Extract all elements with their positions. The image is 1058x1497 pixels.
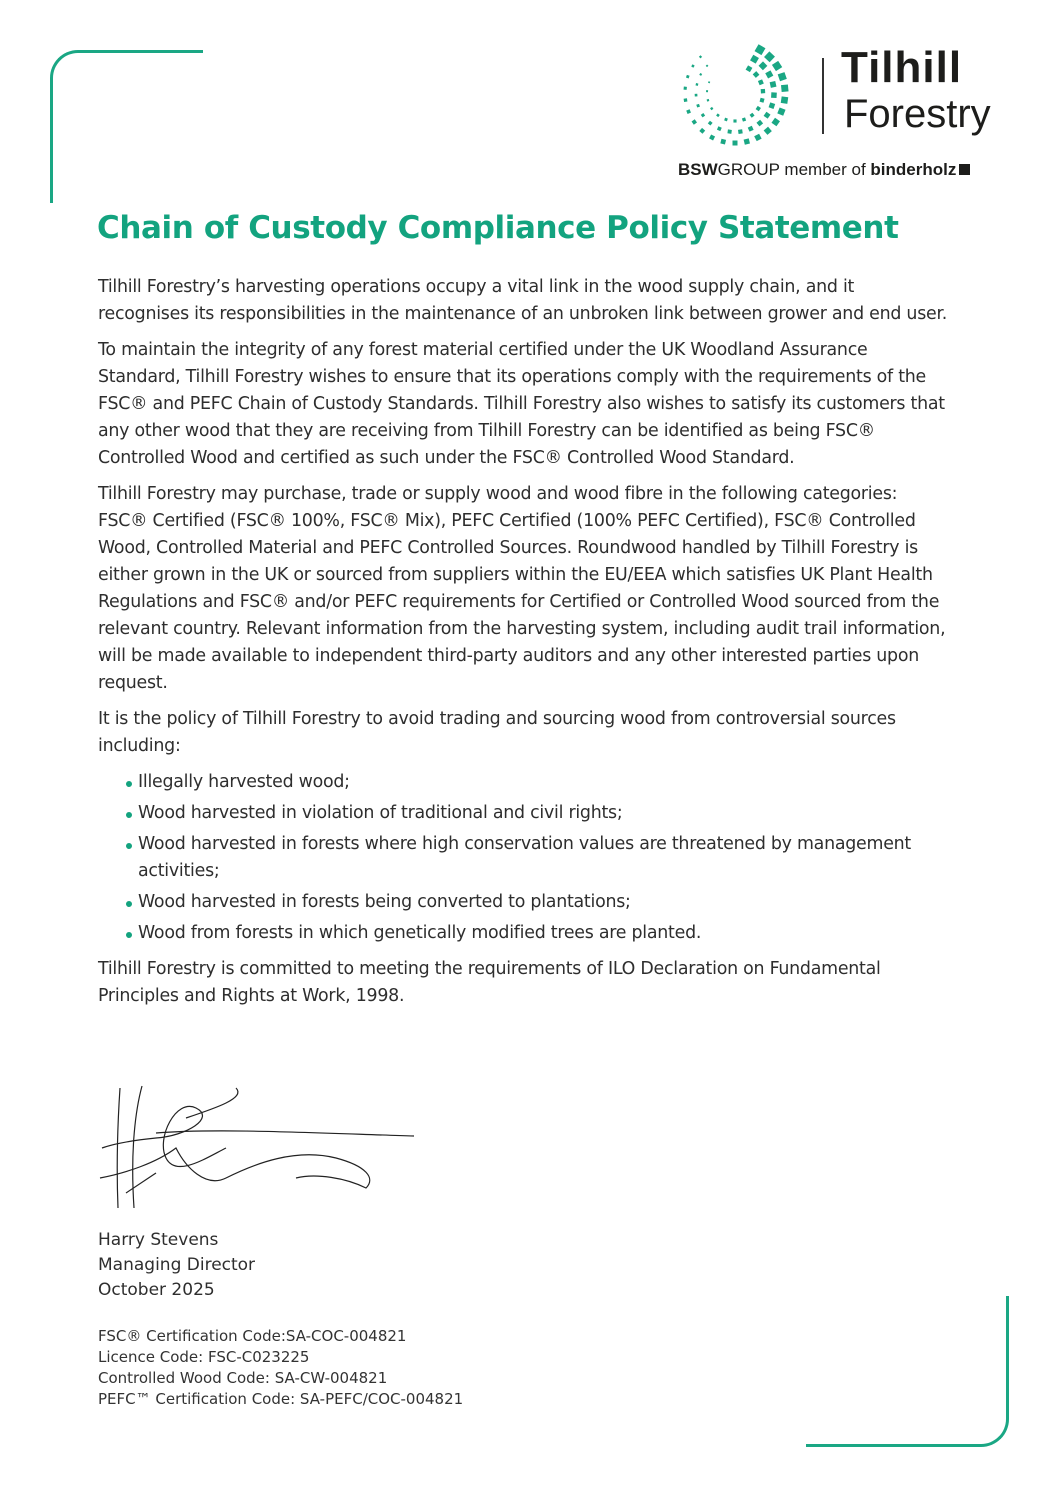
logo-square <box>759 61 768 70</box>
logo-square <box>756 106 761 111</box>
logo-square <box>756 120 763 127</box>
logo-square <box>699 128 705 134</box>
list-item: Wood harvested in forests where high conservation values are threatened by management activities; <box>124 831 948 885</box>
logo-square <box>733 141 738 146</box>
logo-square <box>764 112 771 119</box>
paragraph: To maintain the integrity of any forest material certified under the UK Woodland Assurance Standard, Tilhill Forestry wishes to ensure that its operations comply with the requirements of the FSC® and PEFC Chain of Custody Standards. Tilhill Forestry also wishes to satisfy its customers that any other wood that they are receiving from Tilhill Forestry can be identified as being FSC® Controlled Wood and certified as such under the FSC® Controlled Wood Standard. <box>98 340 945 468</box>
licence-code: Licence Code: FSC-C023225 <box>98 1348 310 1366</box>
logo-square <box>764 127 772 135</box>
logo-square <box>748 126 754 132</box>
binderholz-square-icon <box>959 164 970 175</box>
logo-square <box>738 129 743 134</box>
tilhill-forestry-logo <box>678 36 1018 186</box>
decorative-corner-top-left <box>50 50 203 203</box>
logo-square <box>696 83 699 86</box>
pefc-certification-code: PEFC™ Certification Code: SA-PEFC/COC-004821 <box>98 1390 464 1408</box>
logo-square <box>707 99 710 102</box>
logo-square <box>708 121 713 126</box>
logo-square <box>706 64 709 67</box>
fsc-certification-code: FSC® Certification Code:SA-COC-004821 <box>98 1327 407 1345</box>
logo-square <box>699 55 702 58</box>
list-item: Wood harvested in violation of traditional and civil rights; <box>124 800 948 827</box>
paragraph: Tilhill Forestry’s harvesting operations occupy a vital link in the wood supply chain, and it recognises its responsibilities in the maintenance of an unbroken link between grower and end user. <box>98 277 948 324</box>
logo-square <box>733 119 736 122</box>
list-item: Wood harvested in forests being converted to plantations; <box>124 889 948 916</box>
logo-square <box>727 129 731 133</box>
logo-square <box>771 92 777 98</box>
logo-square <box>760 98 765 103</box>
paragraph: It is the policy of Tilhill Forestry to avoid trading and sourcing wood from controversial sources including: <box>98 709 896 756</box>
circular-squares-logo-icon <box>678 36 793 151</box>
logo-square <box>686 75 690 79</box>
signatory-name: Harry Stevens <box>98 1230 219 1250</box>
logo-square <box>758 79 764 85</box>
certification-codes <box>98 1326 463 1410</box>
logo-name-tilhill: Tilhill <box>841 43 963 92</box>
logo-square <box>692 119 697 124</box>
logo-square <box>696 104 700 108</box>
logo-square <box>746 65 753 72</box>
logo-square <box>710 107 713 110</box>
logo-square <box>754 134 761 141</box>
logo-square <box>686 109 691 114</box>
logo-square <box>744 138 750 144</box>
logo-square <box>720 139 726 145</box>
logo-square <box>769 102 776 109</box>
logo-square <box>777 107 785 115</box>
bsw-label: BSW <box>678 160 718 179</box>
logo-divider <box>822 58 824 134</box>
logo-square <box>742 117 746 121</box>
logo-square <box>684 87 687 90</box>
logo-square <box>706 90 708 92</box>
signature-image <box>96 1078 426 1218</box>
logo-square <box>717 126 722 131</box>
logo-square <box>771 118 779 126</box>
logo-square <box>691 64 695 68</box>
logo-square <box>781 96 789 104</box>
signoff-date: October 2025 <box>98 1280 215 1300</box>
closing-paragraph: Tilhill Forestry is committed to meeting the requirements of ILO Declaration on Fundamental Principles and Rights at Work, 1998. <box>98 959 881 1006</box>
logo-square <box>750 113 755 118</box>
logo-square <box>761 89 766 94</box>
signatory-role: Managing Director <box>98 1255 256 1275</box>
decorative-corner-bottom-right <box>806 1296 1009 1447</box>
controversial-sources-list <box>98 769 948 947</box>
logo-square <box>781 84 789 92</box>
logo-square <box>699 73 702 76</box>
page-title: Chain of Custody Compliance Policy Statement <box>97 210 899 246</box>
binderholz-label: binderholz <box>870 160 957 179</box>
paragraph: Tilhill Forestry may purchase, trade or supply wood and wood fibre in the following categories: FSC® Certified (FSC® 100%, FSC® Mix), PEFC Certified (100% PEFC Certified), FSC® Controlled Wood, Controlled Material and PEFC Controlled Sources. Roundwood handled by Tilhill Forestry is either grown in the UK or sourced from suppliers within the EU/EEA which satisfies UK Plant Health Regulations and FSC® and/or PEFC requirements for Certified or Controlled Wood sourced from the relevant country. Relevant information from the harvesting system, including audit trail information, will be made available to independent third-party auditors and any other interested parties upon request. <box>98 484 946 693</box>
logo-square <box>684 98 688 102</box>
logo-square <box>750 55 759 64</box>
logo-square <box>716 113 720 117</box>
signoff-block <box>98 1228 255 1303</box>
policy-body <box>98 274 948 1019</box>
logo-square <box>753 71 760 78</box>
list-item: Wood from forests in which genetically modified trees are planted. <box>124 920 948 947</box>
logo-square <box>772 61 782 71</box>
group-text: GROUP member of <box>717 160 871 179</box>
logo-name-forestry: Forestry <box>844 92 991 136</box>
logo-square <box>708 81 710 83</box>
logo-square <box>778 72 787 81</box>
list-item: Illegally harvested wood; <box>124 769 948 796</box>
logo-square <box>764 51 775 62</box>
logo-square <box>724 118 728 122</box>
logo-square <box>695 94 698 97</box>
logo-square <box>765 70 773 78</box>
logo-square <box>755 44 766 55</box>
logo-square <box>701 113 705 117</box>
logo-square <box>770 81 777 88</box>
controlled-wood-code: Controlled Wood Code: SA-CW-004821 <box>98 1369 388 1387</box>
logo-square <box>709 134 715 140</box>
group-membership-line <box>678 160 970 180</box>
